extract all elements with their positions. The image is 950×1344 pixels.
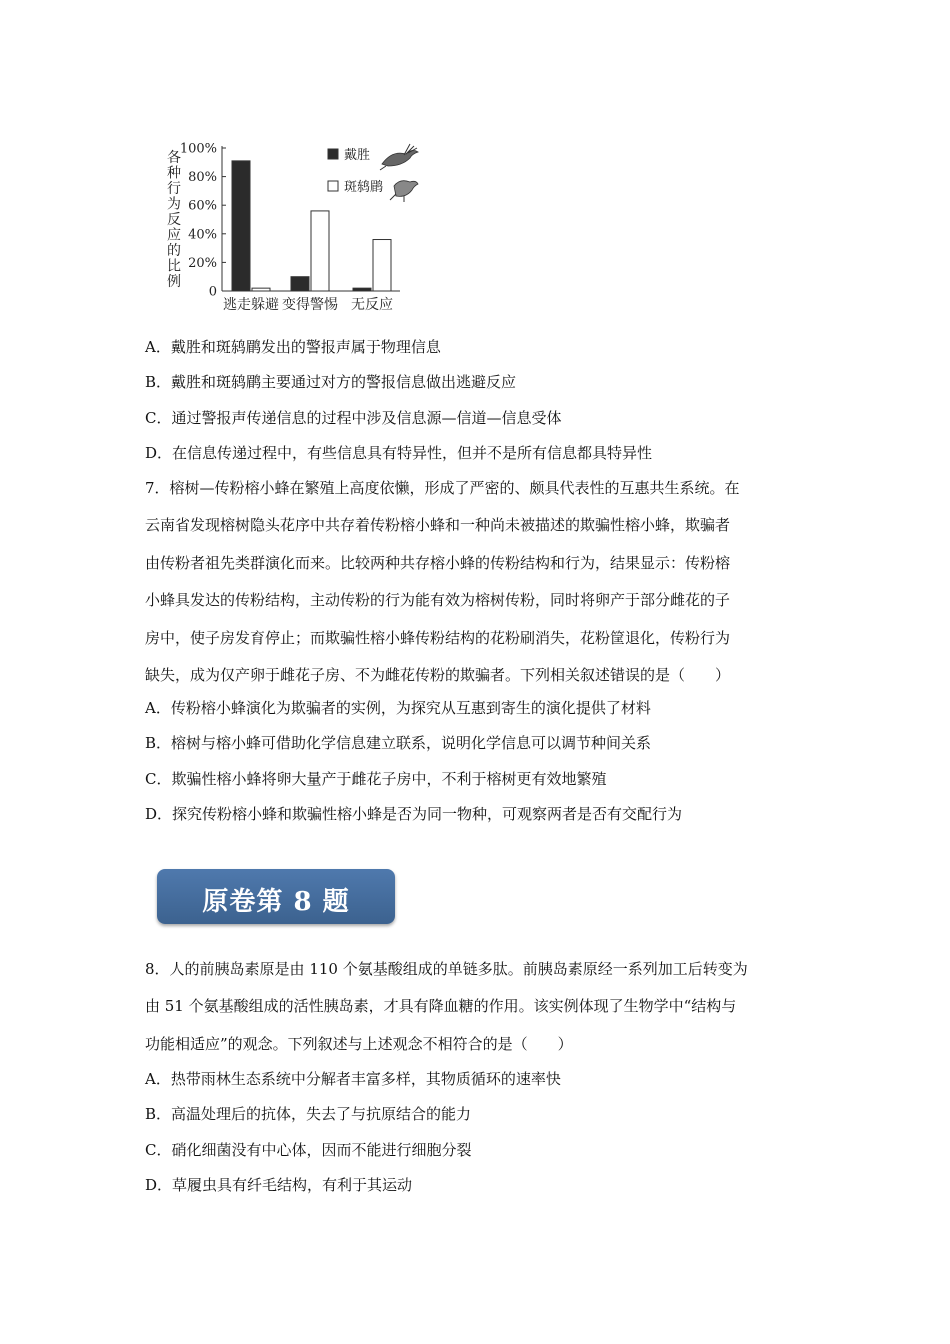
option-line: D．在信息传递过程中，有些信息具有特异性，但并不是所有信息都具特异性 <box>145 443 653 462</box>
y-tick-label: 80% <box>188 170 217 186</box>
y-label-char: 反 <box>167 212 181 228</box>
option-line: D．草履虫具有纤毛结构，有利于其运动 <box>145 1175 413 1194</box>
bar-series1 <box>291 277 309 291</box>
x-category-label: 无反应 <box>351 297 393 313</box>
question-text-line: 云南省发现榕树隐头花序中共存着传粉榕小蜂和一种尚未被描述的欺骗性榕小蜂，欺骗者 <box>145 516 731 535</box>
banner-label: 原卷第 8 题 <box>202 887 350 917</box>
bar-series2 <box>311 211 329 291</box>
y-label-char: 各 <box>167 150 181 166</box>
legend-label: 戴胜 <box>344 148 371 163</box>
question-text-line: 小蜂具发达的传粉结构，主动传粉的行为能有效为榕树传粉，同时将卵产于部分雌花的子 <box>145 591 731 610</box>
option-line: B．高温处理后的抗体，失去了与抗原结合的能力 <box>145 1105 472 1124</box>
question-text-line: 由 51 个氨基酸组成的活性胰岛素，才具有降血糖的作用。该实例体现了生物学中“结构与 <box>145 997 737 1016</box>
question-text-line: 7．榕树—传粉榕小蜂在繁殖上高度依懒，形成了严密的、颇具代表性的互惠共生系统。在 <box>145 479 740 497</box>
y-label-char: 应 <box>167 227 181 244</box>
legend <box>328 144 418 202</box>
x-category-label: 逃走躲避 <box>223 297 279 313</box>
option-line: A．传粉榕小蜂演化为欺骗者的实例，为探究从互惠到寄生的演化提供了材料 <box>145 699 651 717</box>
legend-label: 斑鸫鹛 <box>344 180 384 195</box>
question-text-line: 功能相适应”的观念。下列叙述与上述观念不相符合的是（ ） <box>145 1034 573 1053</box>
y-tick-label: 0 <box>208 284 217 300</box>
option-line: A．戴胜和斑鸫鹛发出的警报声属于物理信息 <box>145 338 441 356</box>
y-tick-label: 20% <box>188 255 217 271</box>
x-category-label: 变得警惕 <box>282 297 338 313</box>
option-line: C．欺骗性榕小蜂将卵大量产于雌花子房中，不利于榕树更有效地繁殖 <box>145 769 607 788</box>
y-tick-label: 100% <box>179 141 217 157</box>
question-text-line: 8．人的前胰岛素原是由 110 个氨基酸组成的单链多肽。前胰岛素原经一系列加工后转变为 <box>145 960 748 978</box>
bar-series2 <box>252 288 270 291</box>
y-tick-label: 40% <box>188 227 217 243</box>
y-label-char: 比 <box>167 258 181 275</box>
option-line: A．热带雨林生态系统中分解者丰富多样，其物质循环的速率快 <box>145 1070 561 1088</box>
y-label-char: 的 <box>167 243 181 259</box>
y-tick-label: 60% <box>188 198 217 214</box>
option-line: D．探究传粉榕小蜂和欺骗性榕小蜂是否为同一物种，可观察两者是否有交配行为 <box>145 804 683 823</box>
bar-series1 <box>232 161 250 291</box>
question-text-line: 由传粉者祖先类群演化而来。比较两种共存榕小蜂的传粉结构和行为，结果显示：传粉榕 <box>145 553 731 572</box>
bar-series2 <box>373 240 391 291</box>
legend-swatch <box>328 181 338 191</box>
y-label-char: 为 <box>167 196 181 213</box>
bar-chart <box>160 136 430 320</box>
section-banner <box>157 869 395 924</box>
option-line: C．通过警报声传递信息的过程中涉及信息源—信道—信息受体 <box>145 408 562 427</box>
y-label-char: 行 <box>167 181 181 197</box>
option-line: C．硝化细菌没有中心体，因而不能进行细胞分裂 <box>145 1140 472 1159</box>
question-text-line: 房中，使子房发育停止；而欺骗性榕小蜂传粉结构的花粉刷消失，花粉筐退化，传粉行为 <box>145 628 731 647</box>
legend-swatch <box>328 149 338 159</box>
option-line: B．戴胜和斑鸫鹛主要通过对方的警报信息做出逃避反应 <box>145 373 517 392</box>
question-text-line: 缺失，成为仅产卵于雌花子房、不为雌花传粉的欺骗者。下列相关叙述错误的是（ ） <box>145 666 731 684</box>
x-axis-categories <box>223 296 393 313</box>
option-line: B．榕树与榕小蜂可借助化学信息建立联系，说明化学信息可以调节种间关系 <box>145 734 652 753</box>
y-label-char: 种 <box>167 165 181 182</box>
y-label-char: 例 <box>167 274 181 290</box>
y-axis-ticks <box>180 142 226 300</box>
hoopoe-bird-icon <box>380 144 418 170</box>
babbler-bird-icon <box>390 181 418 202</box>
bar-series1 <box>353 288 371 291</box>
y-axis-label <box>167 150 181 290</box>
